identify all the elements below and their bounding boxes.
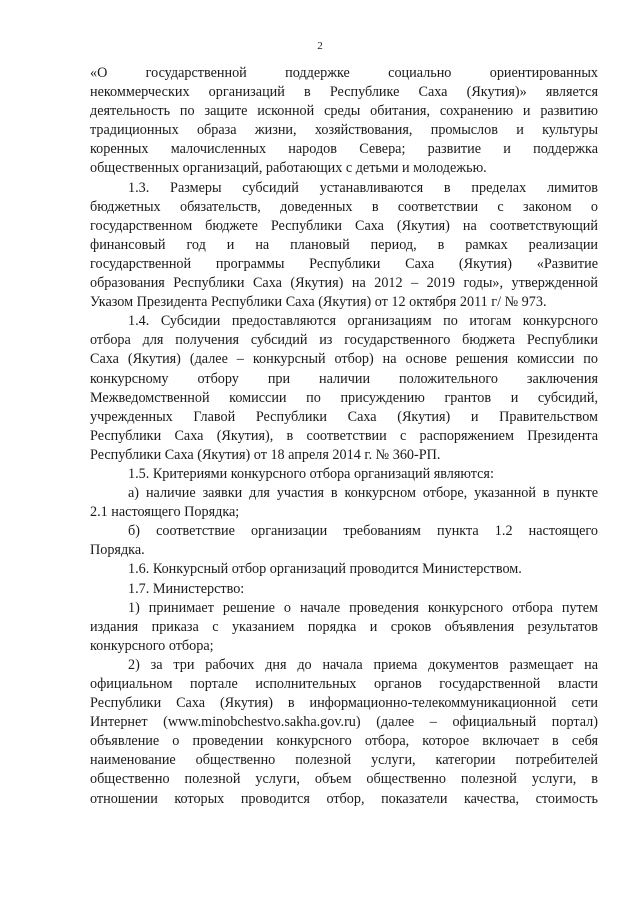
text-line: объявление о проведении конкурсного отбора, которое включает в себя — [90, 733, 598, 750]
text-line: учрежденных Главой Республики Саха (Якутия) и Правительством — [90, 408, 598, 425]
text-line: государственном бюджете Республики Саха (Якутия) на соответствующий — [90, 217, 598, 234]
text-line: 1.5. Критериями конкурсного отбора организаций являются: — [128, 465, 494, 482]
text-line: официальном портале исполнительных органов государственной власти — [90, 676, 598, 692]
text-line: 1.4. Субсидии предоставляются организациям по итогам конкурсного — [128, 313, 598, 330]
text-line: финансовый год и на плановый период, в рамках реализации — [90, 236, 598, 253]
text-line: 2.1 настоящего Порядка; — [90, 504, 240, 521]
text-line: Межведомственной комиссии по присуждению грантов и субсидий, — [90, 389, 598, 406]
text-line: Республики Саха (Якутия) в информационно-телекоммуникационной сети — [90, 695, 598, 712]
text-line: некоммерческих организаций в Республике Саха (Якутия)» является — [90, 84, 598, 101]
text-line: «О государственной поддержке социально ориентированных — [90, 65, 598, 81]
text-line: 1.7. Министерство: — [128, 580, 245, 597]
text-line: Указом Президента Республики Саха (Якутия) от 12 октября 2011 г/ № 973. — [90, 294, 547, 311]
text-line: государственной программы Республики Саха (Якутия) «Развитие — [90, 255, 598, 272]
text-line: 1.6. Конкурсный отбор организаций проводится Министерством. — [128, 561, 522, 578]
text-line: 1.3. Размеры субсидий устанавливаются в пределах лимитов — [128, 179, 598, 196]
text-line: отношении которых проводится отбор, показатели качества, стоимость — [90, 790, 598, 807]
text-line: деятельность по защите исконной среды обитания, сохранению и развитию — [90, 103, 598, 120]
text-line: образования Республики Саха (Якутия) на 2012 – 2019 годы», утвержденной — [90, 275, 598, 292]
text-line: Республики Саха (Якутия) от 18 апреля 2014 г. № 360-РП. — [90, 446, 441, 463]
text-line: Порядка. — [90, 542, 145, 559]
text-line: Интернет (www.minobchestvo.sakha.gov.ru) (далее – официальный портал) — [90, 714, 598, 731]
text-line: общественных организаций, работающих с детьми и молодежью. — [90, 160, 487, 177]
text-line: традиционных образа жизни, хозяйствования, промыслов и культуры — [90, 122, 598, 139]
text-line: а) наличие заявки для участия в конкурсном отборе, указанной в пункте — [128, 485, 598, 502]
text-line: 2) за три рабочих дня до начала приема документов размещает на — [128, 656, 598, 673]
text-line: наименование общественно полезной услуги, категории потребителей — [90, 752, 598, 769]
text-line: Республики Саха (Якутия), в соответствии с распоряжением Президента — [90, 427, 598, 444]
text-line: отбора для получения субсидий из государственного бюджета Республики — [90, 332, 598, 349]
text-line: коренных малочисленных народов Севера; развитие и поддержка — [90, 141, 598, 158]
text-line: Саха (Якутия) (далее – конкурсный отбор) на основе решения комиссии по — [90, 351, 598, 368]
text-line: 1) принимает решение о начале проведения конкурсного отбора путем — [128, 599, 598, 616]
text-line: бюджетных обязательств, доведенных в соответствии с законом о — [90, 198, 598, 215]
document-body — [90, 64, 598, 809]
text-line: конкурсного отбора; — [90, 637, 214, 654]
text-line: общественно полезной услуги, объем общественно полезной услуги, в — [90, 771, 598, 788]
page-number: 2 — [317, 40, 323, 52]
text-line: конкурсному отбору при наличии положительного заключения — [90, 370, 598, 387]
text-line: б) соответствие организации требованиям пункта 1.2 настоящего — [128, 523, 598, 540]
text-line: издания приказа с указанием порядка и сроков объявления результатов — [90, 618, 598, 635]
